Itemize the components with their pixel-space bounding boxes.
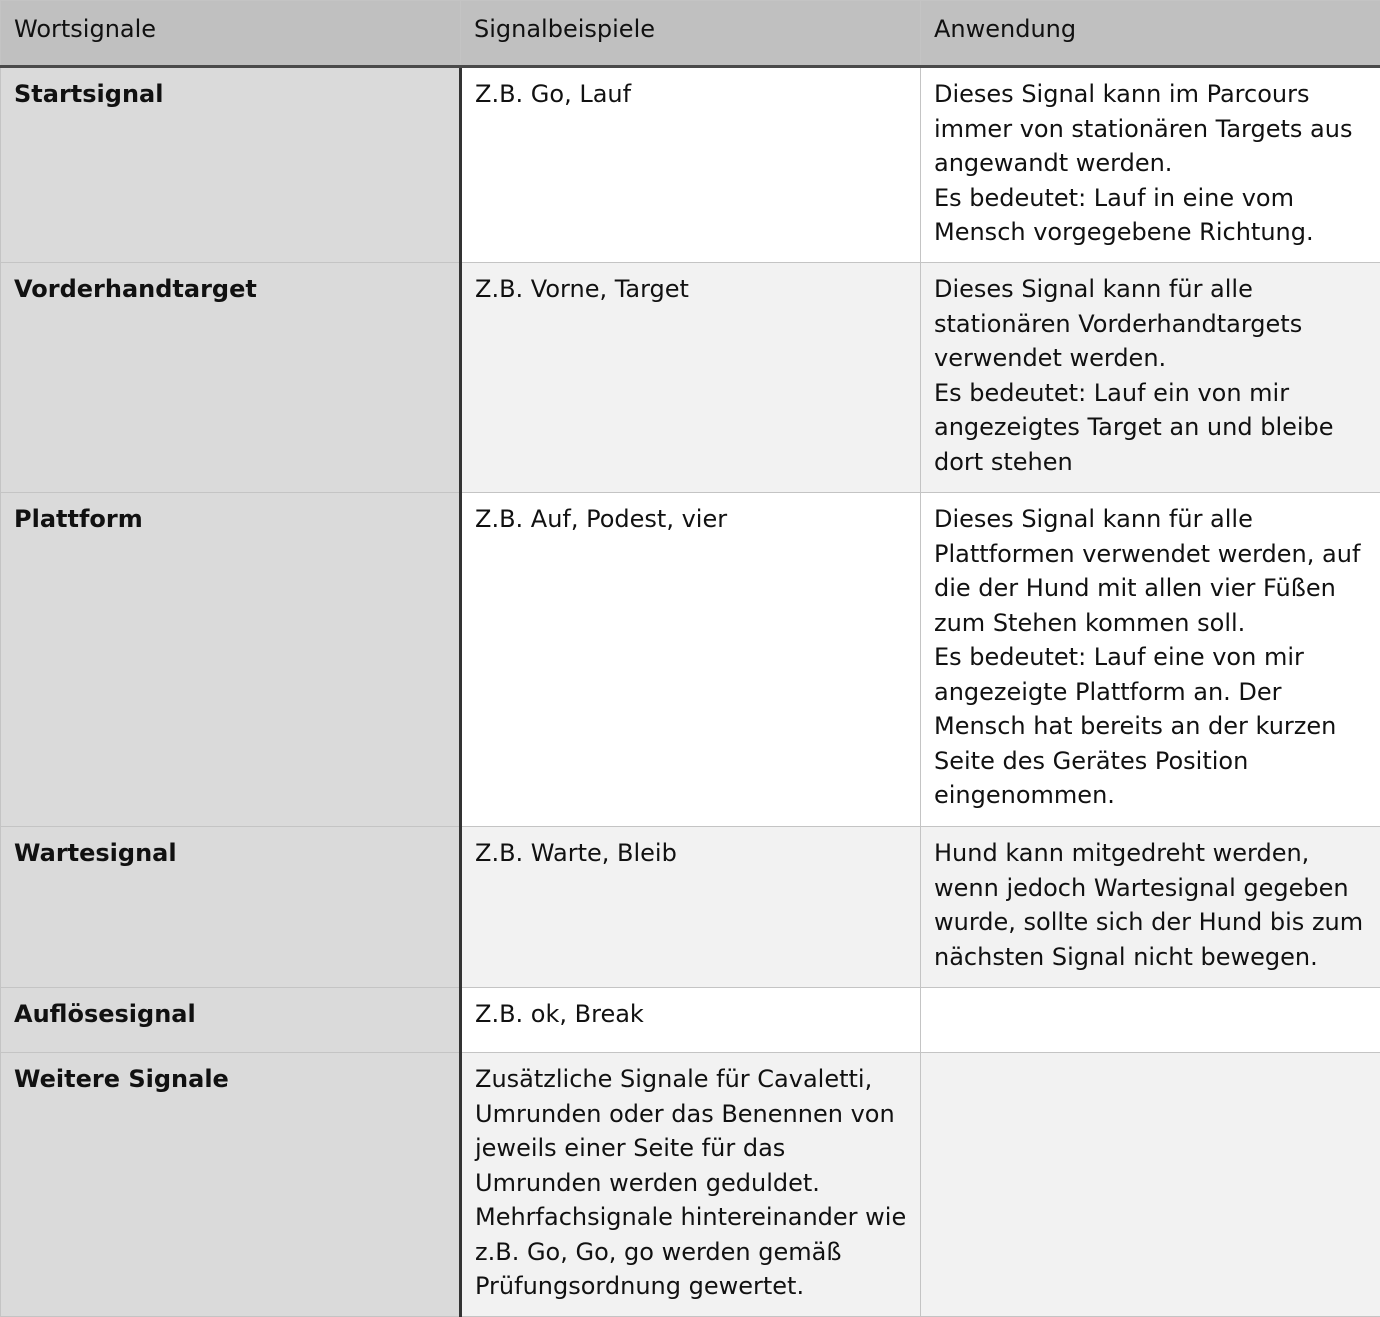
- signal-usage: [921, 493, 1380, 827]
- signal-usage: [921, 827, 1380, 988]
- table-row: [1, 263, 1380, 493]
- signal-name: Auflösesignal: [1, 988, 461, 1053]
- usage-line: Mensch vorgegebene Richtung.: [934, 215, 1368, 250]
- usage-line: Mensch hat bereits an der kurzen: [934, 709, 1368, 744]
- usage-line: wurde, sollte sich der Hund bis zum: [934, 905, 1368, 940]
- signal-examples: [461, 988, 921, 1053]
- table-row: [1, 493, 1380, 827]
- signal-examples: [461, 263, 921, 493]
- examples-line: Z.B. ok, Break: [475, 997, 908, 1032]
- header-anwendung: Anwendung: [921, 1, 1380, 67]
- signal-name: Weitere Signale: [1, 1053, 461, 1317]
- header-wortsignale: Wortsignale: [1, 1, 461, 67]
- table-row: [1, 988, 1380, 1053]
- usage-line: Dieses Signal kann für alle: [934, 502, 1368, 537]
- signal-examples: [461, 493, 921, 827]
- usage-line: angezeigtes Target an und bleibe: [934, 410, 1368, 445]
- signal-examples: [461, 1053, 921, 1317]
- examples-line: Mehrfachsignale hintereinander wie: [475, 1200, 908, 1235]
- header-signalbeispiele: Signalbeispiele: [461, 1, 921, 67]
- signal-name: Vorderhandtarget: [1, 263, 461, 493]
- examples-line: Prüfungsordnung gewertet.: [475, 1269, 908, 1304]
- examples-line: z.B. Go, Go, go werden gemäß: [475, 1235, 908, 1270]
- examples-line: jeweils einer Seite für das: [475, 1131, 908, 1166]
- header-row: [1, 1, 1380, 67]
- usage-line: wenn jedoch Wartesignal gegeben: [934, 871, 1368, 906]
- signal-usage: [921, 988, 1380, 1053]
- usage-line: Es bedeutet: Lauf ein von mir: [934, 376, 1368, 411]
- usage-line: eingenommen.: [934, 778, 1368, 813]
- usage-line: die der Hund mit allen vier Füßen: [934, 571, 1368, 606]
- usage-line: angewandt werden.: [934, 146, 1368, 181]
- usage-line: Es bedeutet: Lauf in eine vom: [934, 181, 1368, 216]
- usage-line: Seite des Gerätes Position: [934, 744, 1368, 779]
- signal-name: Startsignal: [1, 67, 461, 263]
- usage-line: Es bedeutet: Lauf eine von mir: [934, 640, 1368, 675]
- usage-line: zum Stehen kommen soll.: [934, 606, 1368, 641]
- usage-line: Dieses Signal kann im Parcours: [934, 77, 1368, 112]
- usage-line: stationären Vorderhandtargets: [934, 307, 1368, 342]
- signal-examples: [461, 67, 921, 263]
- table-row: [1, 1053, 1380, 1317]
- table-row: [1, 827, 1380, 988]
- examples-line: Umrunden werden geduldet.: [475, 1166, 908, 1201]
- usage-line: dort stehen: [934, 445, 1368, 480]
- examples-line: Z.B. Warte, Bleib: [475, 836, 908, 871]
- usage-line: nächsten Signal nicht bewegen.: [934, 940, 1368, 975]
- examples-line: Z.B. Auf, Podest, vier: [475, 502, 908, 537]
- signal-usage: [921, 1053, 1380, 1317]
- signal-name: Wartesignal: [1, 827, 461, 988]
- usage-line: angezeigte Plattform an. Der: [934, 675, 1368, 710]
- examples-line: Zusätzliche Signale für Cavaletti,: [475, 1062, 908, 1097]
- usage-line: Plattformen verwendet werden, auf: [934, 537, 1368, 572]
- examples-line: Z.B. Go, Lauf: [475, 77, 908, 112]
- signal-name: Plattform: [1, 493, 461, 827]
- usage-line: immer von stationären Targets aus: [934, 112, 1368, 147]
- examples-line: Umrunden oder das Benennen von: [475, 1097, 908, 1132]
- usage-line: verwendet werden.: [934, 341, 1368, 376]
- signal-examples: [461, 827, 921, 988]
- signal-usage: [921, 263, 1380, 493]
- examples-line: Z.B. Vorne, Target: [475, 272, 908, 307]
- usage-line: Hund kann mitgedreht werden,: [934, 836, 1368, 871]
- usage-line: Dieses Signal kann für alle: [934, 272, 1368, 307]
- table-row: [1, 67, 1380, 263]
- signal-usage: [921, 67, 1380, 263]
